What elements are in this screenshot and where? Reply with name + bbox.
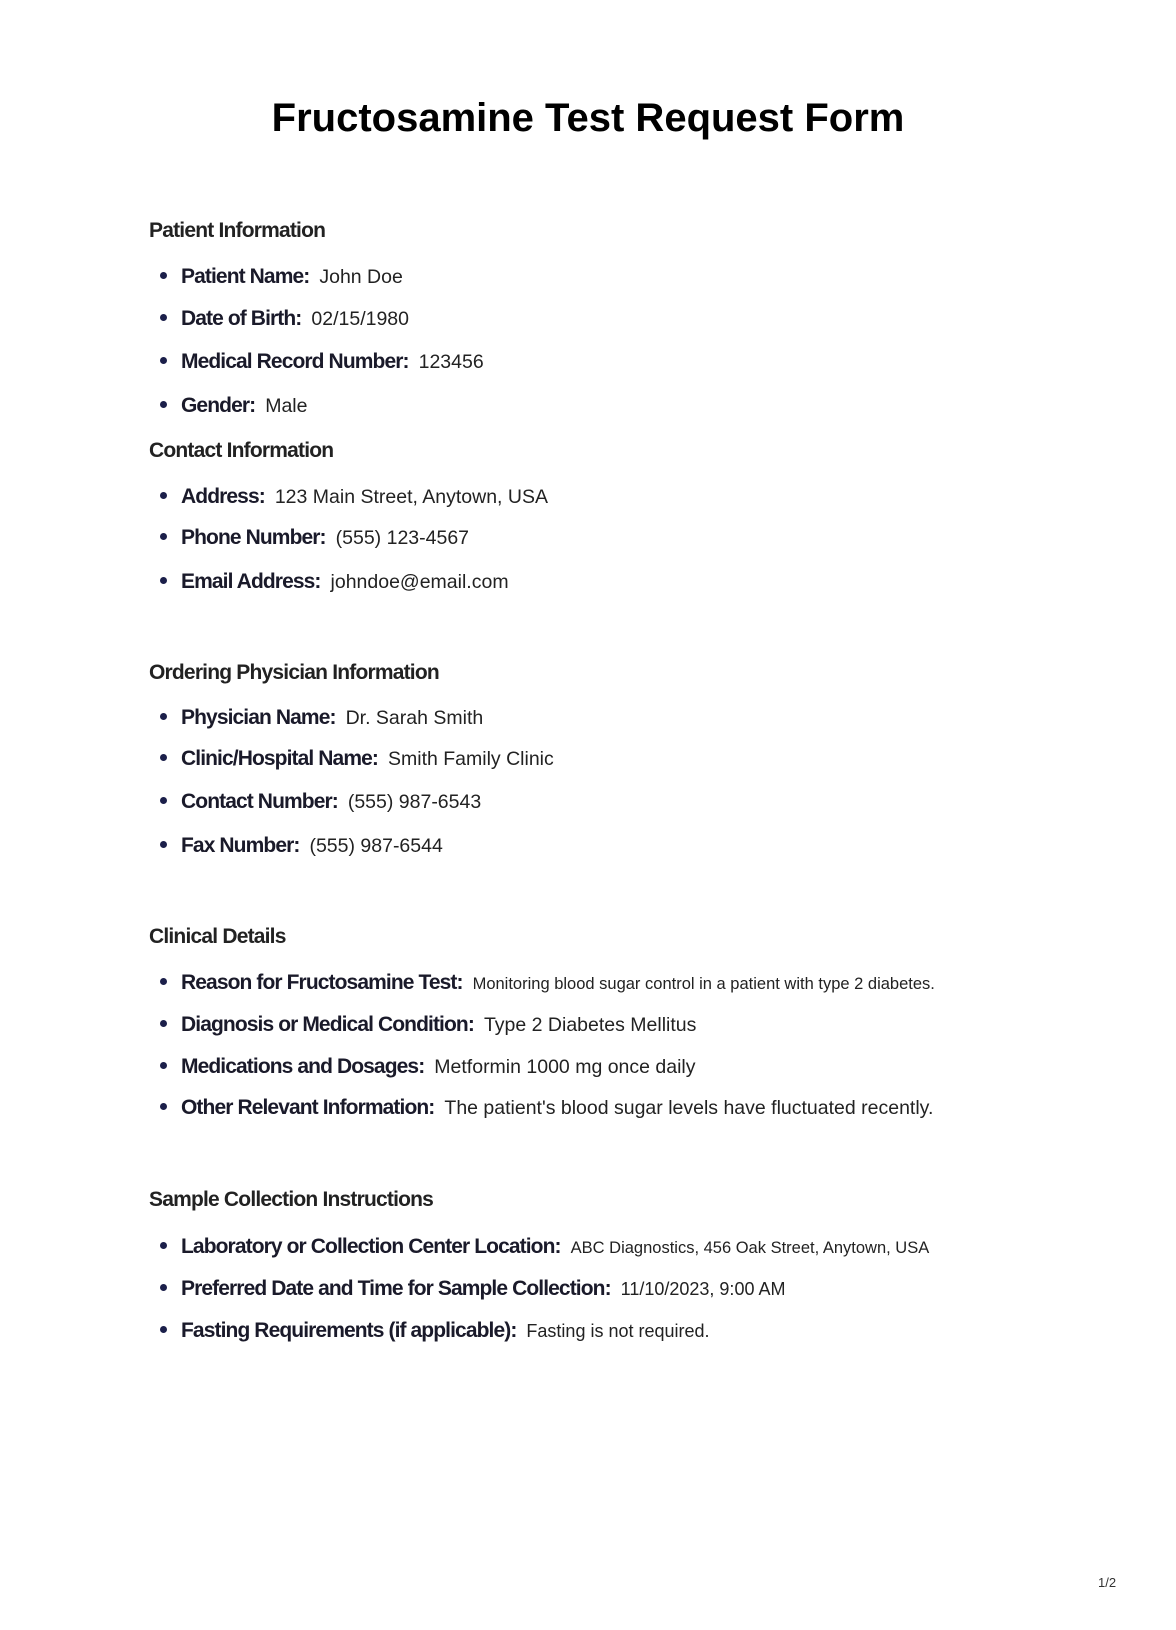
field-label: Gender: bbox=[181, 394, 256, 417]
list-item bbox=[160, 1277, 785, 1301]
list-item bbox=[160, 1235, 929, 1259]
field-value: 11/10/2023, 9:00 AM bbox=[620, 1279, 786, 1299]
field-value: ABC Diagnostics, 456 Oak Street, Anytown, USA bbox=[570, 1239, 930, 1257]
list-item bbox=[160, 1319, 710, 1343]
list-item bbox=[160, 265, 403, 289]
field-label: Clinic/Hospital Name: bbox=[181, 747, 378, 770]
field-label: Address: bbox=[181, 485, 265, 508]
field-value: (555) 123-4567 bbox=[335, 527, 470, 549]
bullet-icon bbox=[160, 1284, 167, 1291]
bullet-icon bbox=[160, 401, 167, 408]
field-label: Contact Number: bbox=[181, 790, 338, 813]
bullet-icon bbox=[160, 841, 167, 848]
field-label: Medical Record Number: bbox=[181, 350, 409, 373]
section-heading: Sample Collection Instructions bbox=[149, 1188, 434, 1211]
field-value: Male bbox=[265, 395, 308, 417]
field-value: 123456 bbox=[418, 351, 484, 373]
list-item bbox=[160, 1055, 696, 1079]
bullet-icon bbox=[160, 272, 167, 279]
list-item bbox=[160, 350, 484, 374]
field-label: Preferred Date and Time for Sample Collection: bbox=[181, 1277, 611, 1300]
list-item bbox=[160, 570, 509, 594]
field-value: Metformin 1000 mg once daily bbox=[434, 1056, 696, 1078]
bullet-icon bbox=[160, 492, 167, 499]
field-label: Date of Birth: bbox=[181, 307, 302, 330]
field-label: Diagnosis or Medical Condition: bbox=[181, 1013, 474, 1036]
list-item bbox=[160, 526, 469, 550]
bullet-icon bbox=[160, 713, 167, 720]
field-value: Type 2 Diabetes Mellitus bbox=[483, 1014, 697, 1036]
bullet-icon bbox=[160, 1326, 167, 1333]
field-value: Dr. Sarah Smith bbox=[345, 707, 484, 729]
section-heading: Ordering Physician Information bbox=[149, 661, 439, 684]
bullet-icon bbox=[160, 754, 167, 761]
page-number: 1/2 bbox=[1098, 1575, 1117, 1590]
field-label: Other Relevant Information: bbox=[181, 1096, 435, 1119]
field-value: Smith Family Clinic bbox=[387, 748, 554, 770]
page-title: Fructosamine Test Request Form bbox=[271, 96, 905, 140]
list-item bbox=[160, 1013, 696, 1037]
field-label: Fax Number: bbox=[181, 834, 300, 857]
field-label: Phone Number: bbox=[181, 526, 326, 549]
bullet-icon bbox=[160, 577, 167, 584]
field-label: Reason for Fructosamine Test: bbox=[181, 971, 463, 994]
bullet-icon bbox=[160, 797, 167, 804]
section-heading: Patient Information bbox=[149, 219, 326, 242]
bullet-icon bbox=[160, 357, 167, 364]
field-value: johndoe@email.com bbox=[330, 571, 509, 593]
list-item bbox=[160, 790, 481, 814]
field-value: 02/15/1980 bbox=[311, 308, 410, 330]
field-value: Monitoring blood sugar control in a patient with type 2 diabetes. bbox=[472, 975, 935, 993]
bullet-icon bbox=[160, 978, 167, 985]
bullet-icon bbox=[160, 1062, 167, 1069]
list-item bbox=[160, 307, 409, 331]
field-value: Fasting is not required. bbox=[526, 1321, 710, 1341]
field-label: Fasting Requirements (if applicable): bbox=[181, 1319, 517, 1342]
bullet-icon bbox=[160, 1020, 167, 1027]
section-heading: Clinical Details bbox=[149, 925, 286, 948]
bullet-icon bbox=[160, 314, 167, 321]
list-item bbox=[160, 1096, 933, 1120]
field-label: Laboratory or Collection Center Location: bbox=[181, 1235, 561, 1258]
section-heading: Contact Information bbox=[149, 439, 334, 462]
field-value: The patient's blood sugar levels have fluctuated recently. bbox=[444, 1097, 934, 1119]
list-item bbox=[160, 394, 308, 418]
list-item bbox=[160, 971, 935, 995]
field-label: Medications and Dosages: bbox=[181, 1055, 425, 1078]
list-item bbox=[160, 485, 548, 509]
field-value: John Doe bbox=[319, 266, 403, 288]
field-value: (555) 987-6544 bbox=[309, 835, 443, 857]
bullet-icon bbox=[160, 533, 167, 540]
field-value: (555) 987-6543 bbox=[347, 791, 482, 813]
list-item bbox=[160, 747, 554, 771]
field-value: 123 Main Street, Anytown, USA bbox=[274, 486, 548, 508]
list-item bbox=[160, 834, 443, 858]
bullet-icon bbox=[160, 1242, 167, 1249]
field-label: Patient Name: bbox=[181, 265, 310, 288]
field-label: Physician Name: bbox=[181, 706, 336, 729]
field-label: Email Address: bbox=[181, 570, 321, 593]
list-item bbox=[160, 706, 483, 730]
bullet-icon bbox=[160, 1103, 167, 1110]
